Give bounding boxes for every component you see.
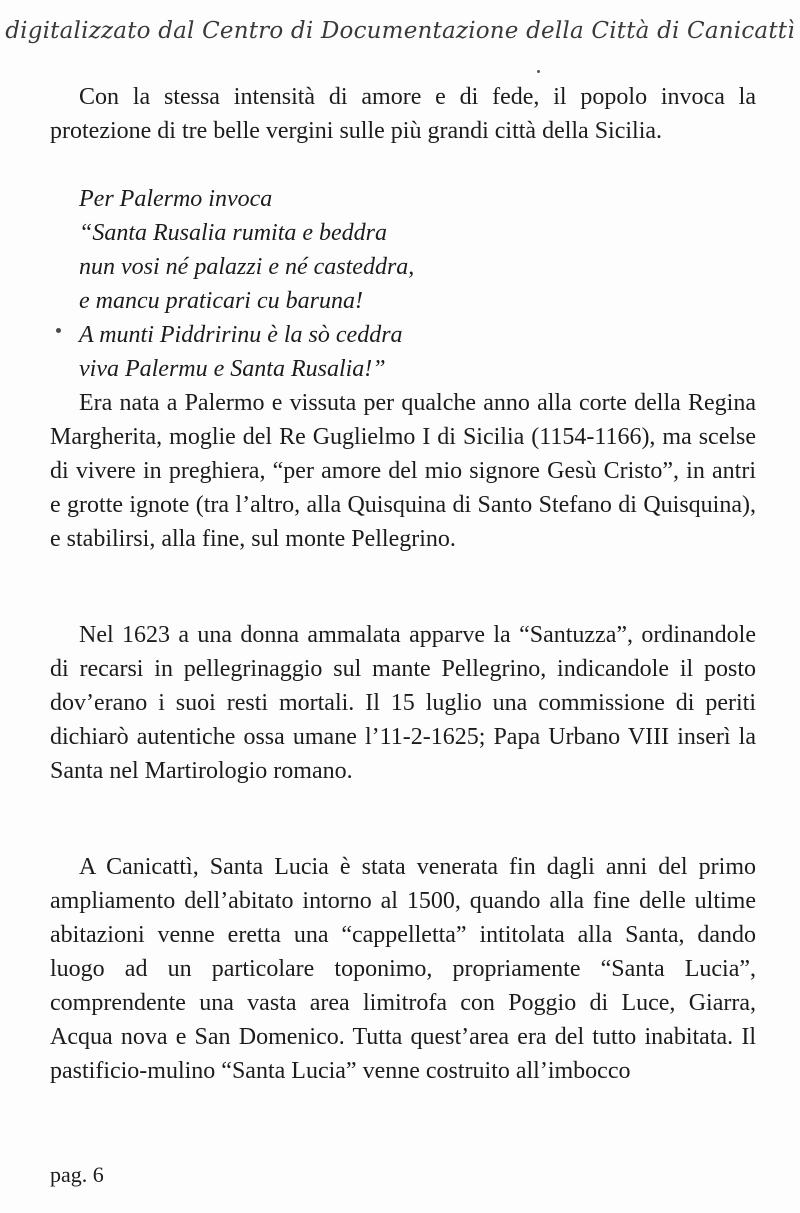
poem-line-2: nun vosi né palazzi e né casteddra, xyxy=(79,254,415,280)
paragraph-4 xyxy=(50,850,756,1088)
paragraph-3 xyxy=(50,618,756,788)
paragraph-2-text: Era nata a Palermo e vissuta per qualche anno alla corte della Regina Margherita, moglie del Re Guglielmo I di Sicilia (1154-1166), ma scelse di vivere in preghiera, “per amore del mio signore Gesù Cristo”, in antri e grotte ignote (tra l’altro, alla Quisquina di Santo Stefano di Quisquina), e stabilirsi, alla fine, sul monte Pellegrino. xyxy=(50,390,756,552)
poem-line-5: viva Palermu e Santa Rusalia!” xyxy=(79,356,386,382)
paragraph-2 xyxy=(50,386,756,556)
scan-speck xyxy=(537,70,540,73)
paragraph-1-text: Con la stessa intensità di amore e di fede, il popolo invoca la protezione di tre belle vergini sulle più grandi città della Sicilia. xyxy=(50,84,756,144)
paragraph-3-text: Nel 1623 a una donna ammalata apparve la “Santuzza”, ordinandole di recarsi in pellegrinaggio sul mante Pellegrino, indicandole il posto dov’erano i suoi resti mortali. Il 15 luglio una commissione di periti dichiarò autentiche ossa umane l’11-2-1625; Papa Urbano VIII inserì la Santa nel Martirologio romano. xyxy=(50,622,756,784)
poem-line-4: A munti Piddririnu è la sò ceddra xyxy=(79,322,403,348)
margin-dot xyxy=(56,328,61,333)
poem-block xyxy=(79,182,414,386)
poem-line-1: “Santa Rusalia rumita e beddra xyxy=(79,220,388,246)
page-number: pag. 6 xyxy=(50,1162,104,1187)
paragraph-4-text: A Canicattì, Santa Lucia è stata venerata fin dagli anni del primo ampliamento dell’abitato intorno al 1500, quando alla fine delle ultime abitazioni venne eretta una “cappelletta” intitolata alla Santa, dando luogo ad un particolare toponimo, propriamente “Santa Lucia”, comprendente una vasta area limitrofa con Poggio di Luce, Giarra, Acqua nova e San Domenico. Tutta quest’area era del tutto inabitata. Il pastificio-mulino “Santa Lucia” venne costruito all’imbocco xyxy=(50,854,756,1084)
poem-intro: Per Palermo invoca xyxy=(79,186,273,212)
poem-line-3: e mancu praticari cu baruna! xyxy=(79,288,363,314)
digitization-watermark: digitalizzato dal Centro di Documentazione della Città di Canicattì xyxy=(5,18,795,44)
paragraph-1 xyxy=(50,80,756,148)
